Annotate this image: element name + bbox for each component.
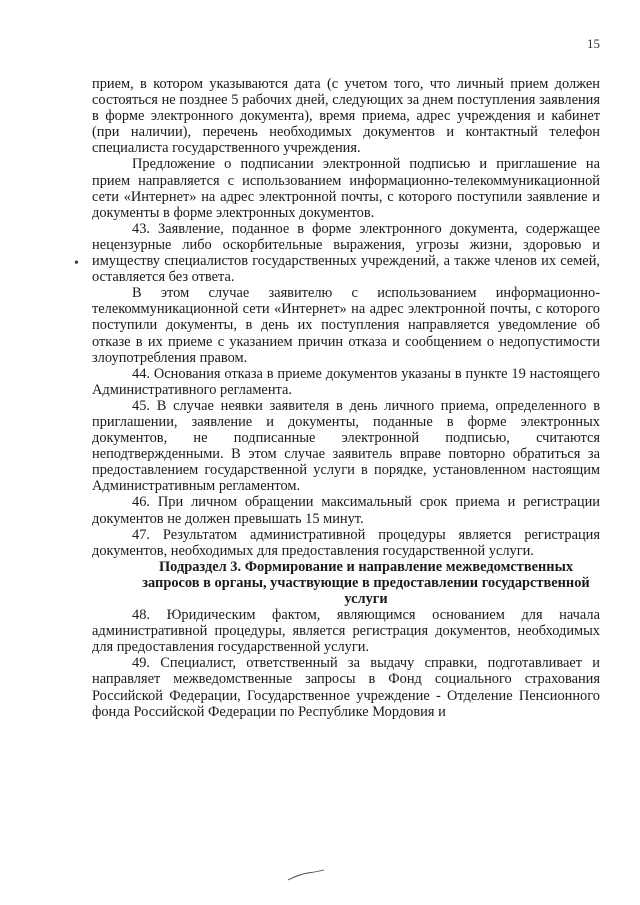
section-heading [92, 559, 600, 607]
paragraph-continuation: прием, в котором указываются дата (с учетом того, что личный прием должен состояться не позднее 5 рабочих дней, следующих за днем поступления заявления в форме электронного документа), время приема, адрес учреждения и кабинет (при наличии), перечень необходимых документов и контактный телефон специалиста государственного учреждения. [92, 76, 600, 157]
pen-mark [286, 868, 326, 882]
paragraph-46: 46. При личном обращении максимальный срок приема и регистрации документов не должен превышать 15 минут. [92, 494, 600, 527]
paragraph-47: 47. Результатом административной процедуры является регистрация документов, необходимых для предоставления государственной услуги. [92, 526, 600, 559]
document-body [92, 76, 600, 720]
margin-mark: • [74, 256, 79, 271]
paragraph-43: 43. Заявление, поданное в форме электронного документа, содержащее нецензурные либо оскорбительные выражения, угрозы жизни, здоровью и имуществу специалистов государственных учреждений, а также членов их семей, оставляется без ответа. [92, 220, 600, 286]
section-heading-line-1: Подраздел 3. Формирование и направление межведомственных [158, 558, 574, 575]
paragraph-48: 48. Юридическим фактом, являющимся основанием для начала административной процедуры, является регистрация документов, необходимых для предоставления государственной услуги. [92, 607, 600, 656]
section-heading-line-3: услуги [344, 591, 388, 607]
paragraph-invitation: Предложение о подписании электронной подписью и приглашение на прием направляется с использованием информационно-телекоммуникационной сети «Интернет» на адрес электронной почты, с которого поступили заявление и документы в форме электронных документов. [92, 156, 600, 221]
paragraph-43-notice: В этом случае заявителю с использованием информационно-телекоммуникационной сети «Интернет» на адрес электронной почты, с которого поступили документы, в день их поступления направляется уведомление об отказе в их приеме с указанием причин отказа и сообщением о недопустимости злоупотребления правом. [92, 285, 600, 366]
paragraph-44: 44. Основания отказа в приеме документов указаны в пункте 19 настоящего Административного регламента. [92, 365, 600, 398]
page-number: 15 [587, 36, 600, 51]
section-heading-line-2: запросов в органы, участвующие в предоставлении государственной [142, 574, 590, 591]
paragraph-45: 45. В случае неявки заявителя в день личного приема, определенного в приглашении, заявление и документы, поданные в форме электронных документов, не подписанные электронной подписью, считаются неподтвержденными. В этом случае заявитель вправе повторно обратиться за предоставлением государственной услуги в порядке, установленном настоящим Административным регламентом. [92, 397, 600, 495]
paragraph-49: 49. Специалист, ответственный за выдачу справки, подготавливает и направляет межведомственные запросы в Фонд социального страхования Российской Федерации, Государственное учреждение - Отделение Пенсионного фонда Российской Федерации по Республике Мордовия и [92, 655, 600, 720]
